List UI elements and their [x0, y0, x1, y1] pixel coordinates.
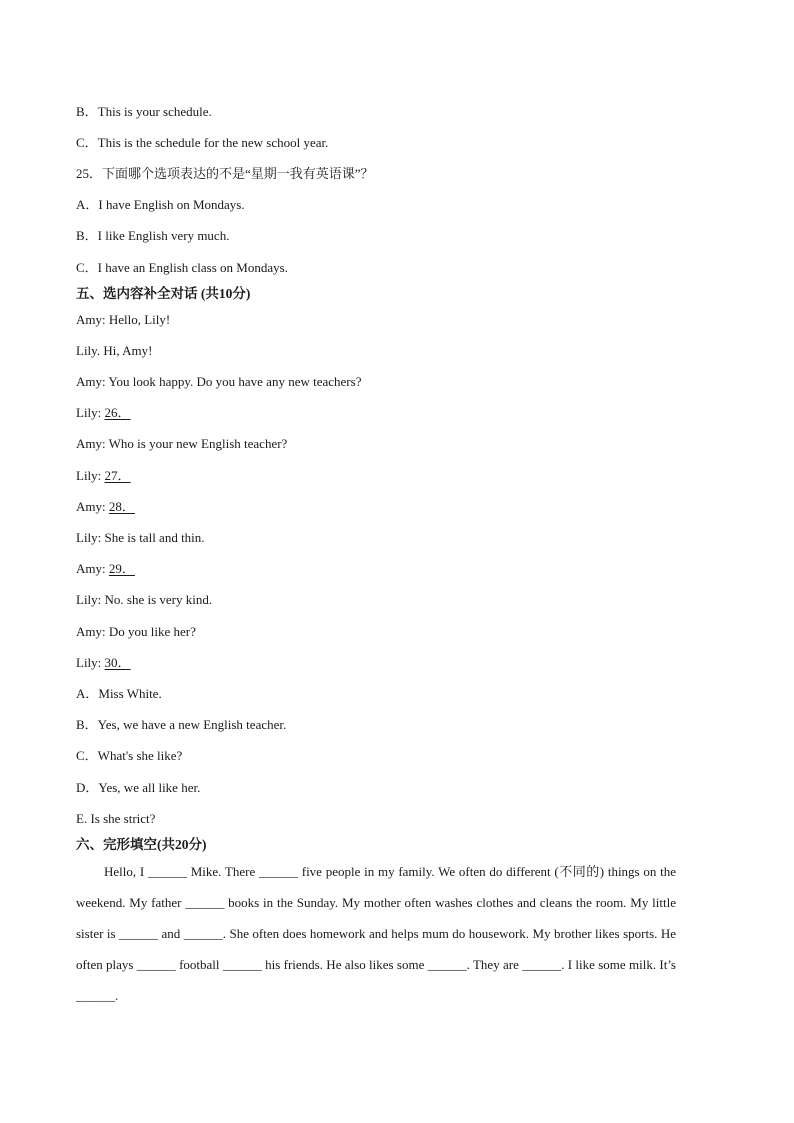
answer-blank-29: 29．: [108, 561, 135, 576]
question-25: 25．下面哪个选项表达的不是“星期一我有英语课”？: [76, 166, 374, 181]
dialogue-line: Amy: Do you like her?: [76, 624, 196, 639]
s5-option-a: A．Miss White.: [76, 686, 162, 701]
dialogue-line: Lily. Hi, Amy!: [76, 343, 153, 358]
answer-blank-27: 27．: [104, 468, 131, 483]
dialogue-line: Lily: She is tall and thin.: [76, 530, 205, 545]
dialogue-line: Lily: 30．: [76, 655, 131, 670]
q25-option-a: A．I have English on Mondays.: [76, 197, 245, 212]
q25-option-c: C．I have an English class on Mondays.: [76, 260, 288, 275]
q24-option-c: C．This is the schedule for the new school year.: [76, 135, 329, 150]
cloze-passage: Hello, I ______ Mike. There ______ five people in my family. We often do different (不同的) things on the weekend. My father ______ books in the Sunday. My mother often washes clothes and cleans the room. My little sister is ______ and ______. She often does homework and helps mum do housework. My brother likes sports. He often plays ______ football ______ his friends. He also likes some ______. They are ______. I like some milk. It’s ______.: [76, 864, 676, 1003]
s5-option-e: E. Is she strict?: [76, 811, 156, 826]
dialogue-line: Amy: Hello, Lily!: [76, 312, 171, 327]
section-5-heading: 五、选内容补全对话 (共10分): [76, 286, 251, 301]
s5-option-b: B．Yes, we have a new English teacher.: [76, 717, 287, 732]
dialogue-line: Lily: 27．: [76, 468, 131, 483]
s5-option-c: C．What's she like?: [76, 748, 183, 763]
dialogue-line: Amy: Who is your new English teacher?: [76, 436, 288, 451]
answer-blank-30: 30．: [104, 655, 131, 670]
dialogue-line: Lily: 26．: [76, 405, 131, 420]
answer-blank-28: 28．: [108, 499, 135, 514]
q24-option-b: B．This is your schedule.: [76, 104, 212, 119]
dialogue-line: Amy: You look happy. Do you have any new teachers?: [76, 374, 362, 389]
dialogue-line: Lily: No. she is very kind.: [76, 592, 213, 607]
dialogue-line: Amy: 29．: [76, 561, 135, 576]
section-6-heading: 六、完形填空(共20分): [76, 837, 207, 852]
dialogue-line: Amy: 28．: [76, 499, 135, 514]
answer-blank-26: 26．: [104, 405, 131, 420]
q25-option-b: B．I like English very much.: [76, 228, 230, 243]
s5-option-d: D．Yes, we all like her.: [76, 780, 201, 795]
